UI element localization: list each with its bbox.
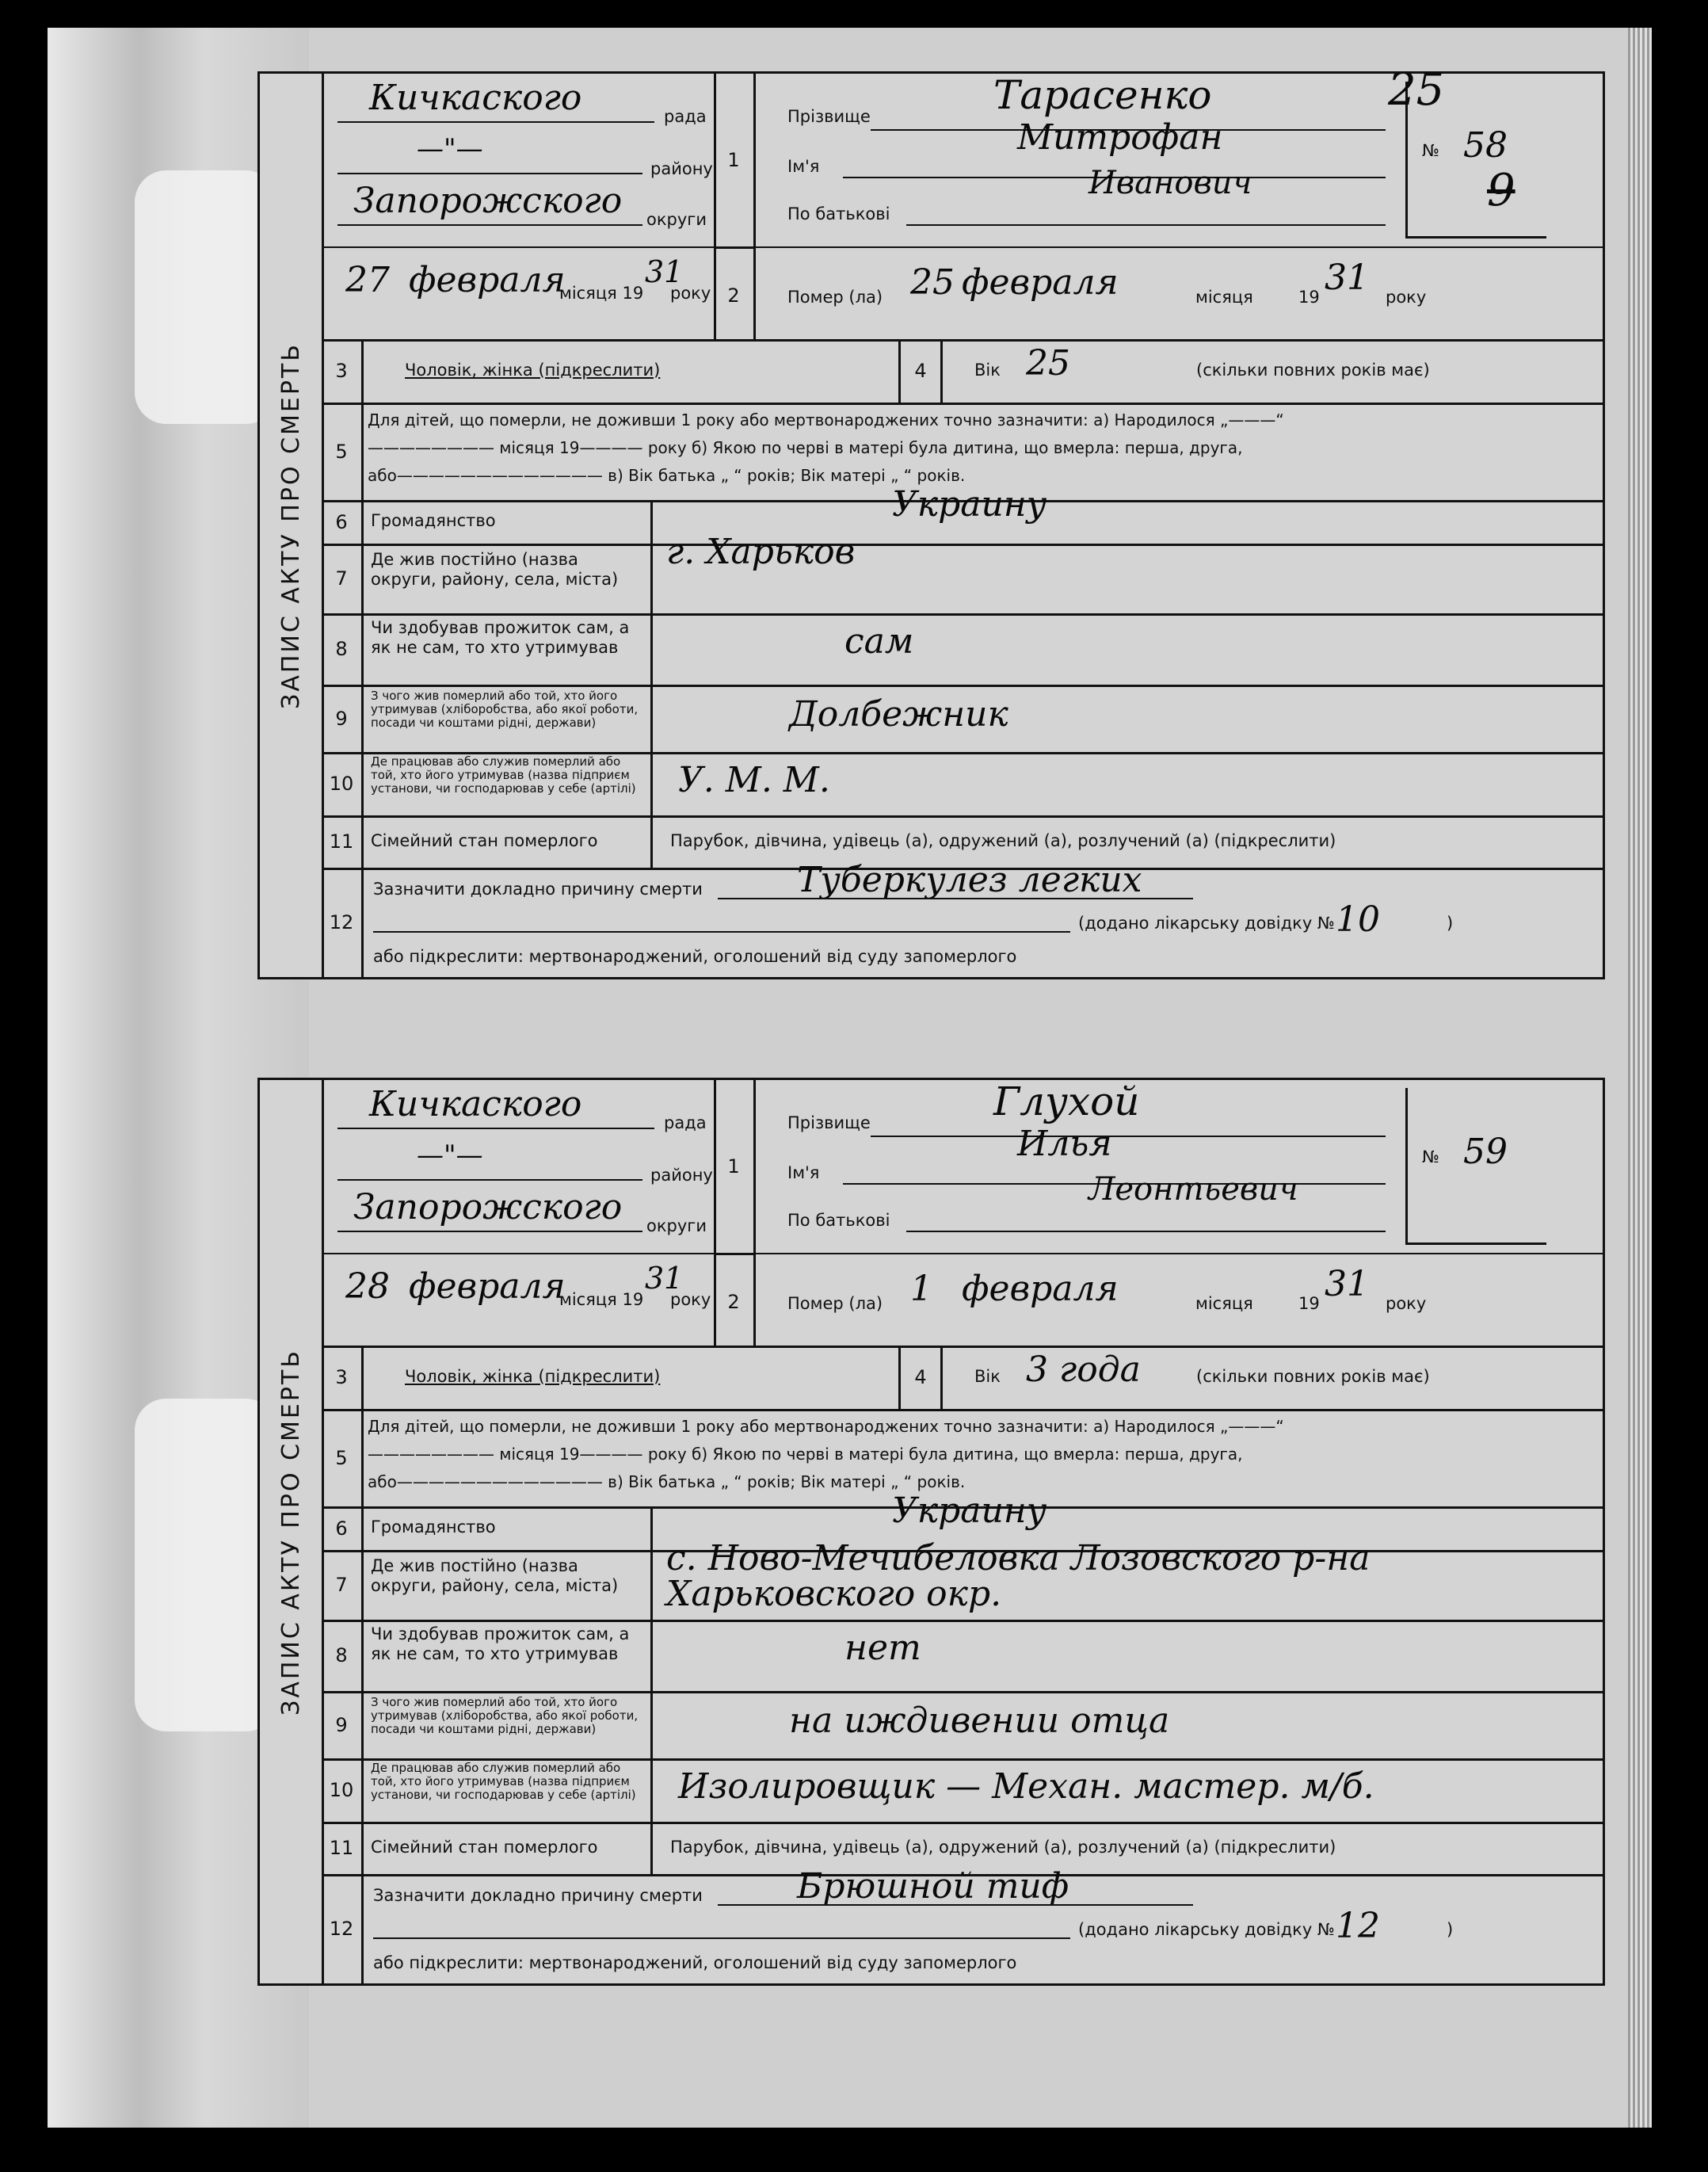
surname-value: Глухой bbox=[993, 1078, 1140, 1124]
support-value: сам bbox=[844, 621, 914, 662]
occupation-label: З чого жив померлий або той, хто його утримував (хліборобства, або якої роботи, посади чи коштами рідні, держави) bbox=[361, 1691, 653, 1758]
name-label: Ім'я bbox=[787, 1163, 820, 1182]
row-number: 11 bbox=[322, 815, 364, 868]
row-number: 5 bbox=[322, 1409, 364, 1506]
row-sex-age bbox=[322, 339, 1603, 405]
children-note-line: Для дітей, що померли, не доживши 1 року або мертвонароджених точно зазначити: а) Народилося „———“ bbox=[368, 410, 1284, 429]
support-label: Чи здобував прожиток сам, а як не сам, то хто утримував bbox=[361, 1620, 653, 1691]
stillborn-note: або підкреслити: мертвонароджений, оголошений від суду запомерлого bbox=[373, 947, 1017, 966]
reg-year-value: 31 bbox=[645, 1261, 684, 1296]
rayon-value: —"— bbox=[417, 1139, 483, 1171]
row-number: 11 bbox=[322, 1822, 364, 1874]
citizenship-value: Украину bbox=[892, 484, 1047, 525]
death-year-value: 31 bbox=[1325, 1264, 1369, 1304]
death-date-label: Помер (ла) bbox=[787, 288, 883, 307]
row-number: 3 bbox=[322, 1346, 364, 1409]
row-number: 5 bbox=[322, 403, 364, 500]
death-year-value: 31 bbox=[1325, 258, 1369, 298]
row-workplace bbox=[322, 1758, 1603, 1824]
paper-crease bbox=[135, 1399, 277, 1731]
record-number-crossed: 9 bbox=[1487, 165, 1515, 216]
rada-label: рада bbox=[664, 1113, 707, 1132]
surname-value: Тарасенко bbox=[993, 72, 1212, 118]
children-note-line: ———————— місяця 19———— року б) Якою по черві в матері була дитина, що вмерла: перша, друга, bbox=[368, 438, 1243, 457]
section-label: ЗАПИС АКТУ ПРО СМЕРТЬ bbox=[260, 1080, 324, 1983]
row-residence bbox=[322, 1538, 1603, 1622]
row-number: 7 bbox=[322, 1550, 364, 1620]
patronymic-label: По батькові bbox=[787, 1211, 890, 1230]
marital-label: Сімейний стан померлого bbox=[361, 815, 653, 868]
cause-label: Зазначити докладно причину смерти bbox=[373, 1886, 703, 1905]
death-year-label: року bbox=[1386, 1294, 1427, 1313]
age-value: 3 года bbox=[1026, 1349, 1141, 1390]
age-cell bbox=[943, 339, 1603, 403]
children-note-line: Для дітей, що померли, не доживши 1 року або мертвонароджених точно зазначити: а) Народилося „———“ bbox=[368, 1417, 1284, 1436]
record-number-value: 59 bbox=[1463, 1132, 1508, 1172]
certificate-value: 12 bbox=[1336, 1906, 1380, 1946]
row-support bbox=[322, 1620, 1603, 1693]
residence-value: г. Харьков bbox=[666, 532, 856, 572]
age-label: Вік bbox=[974, 361, 1001, 380]
row-number: 6 bbox=[322, 500, 364, 544]
name-label: Ім'я bbox=[787, 157, 820, 176]
reg-day-value: 27 bbox=[345, 260, 390, 300]
row-number: 4 bbox=[901, 339, 943, 403]
row-number: 10 bbox=[322, 1758, 364, 1822]
reg-month-label: місяця 19 bbox=[559, 1290, 644, 1309]
row-number: 2 bbox=[714, 1253, 756, 1348]
reg-year-value: 31 bbox=[645, 254, 684, 289]
age-hint: (скільки повних років має) bbox=[1196, 361, 1430, 380]
row-number: 8 bbox=[322, 1620, 364, 1691]
row-number: 12 bbox=[322, 868, 364, 977]
okrug-value: Запорожского bbox=[353, 181, 623, 221]
reg-month-value: февраля bbox=[409, 1266, 566, 1307]
age-value: 25 bbox=[1026, 343, 1070, 384]
age-label: Вік bbox=[974, 1367, 1001, 1386]
row-sex-age bbox=[322, 1346, 1603, 1411]
certificate-value: 10 bbox=[1336, 899, 1380, 940]
workplace-label: Де працював або служив померлий або той, хто його утримував (назва підприєм установи, чи господарював у себе (артілі) bbox=[361, 752, 653, 815]
certificate-close: ) bbox=[1447, 1920, 1454, 1939]
row-number: 3 bbox=[322, 339, 364, 403]
okrug-value: Запорожского bbox=[353, 1187, 623, 1227]
death-record-form bbox=[257, 1078, 1605, 1986]
certificate-label: (додано лікарську довідку № bbox=[1078, 914, 1335, 933]
rayon-label: району bbox=[650, 1166, 713, 1185]
row-occupation bbox=[322, 685, 1603, 754]
row-number: 1 bbox=[714, 74, 756, 246]
age-hint: (скільки повних років має) bbox=[1196, 1367, 1430, 1386]
occupation-label: З чого жив померлий або той, хто його утримував (хліборобства, або якої роботи, посади чи коштами рідні, держави) bbox=[361, 685, 653, 752]
patronymic-value: Леонтьевич bbox=[1088, 1171, 1298, 1208]
identity-block bbox=[322, 64, 1603, 342]
reg-day-value: 28 bbox=[345, 1266, 390, 1307]
rayon-value: —"— bbox=[417, 133, 483, 165]
rada-value: Кичкаского bbox=[369, 1084, 582, 1124]
section-label: ЗАПИС АКТУ ПРО СМЕРТЬ bbox=[260, 74, 324, 977]
support-value: нет bbox=[844, 1628, 921, 1668]
cause-label: Зазначити докладно причину смерти bbox=[373, 880, 703, 899]
children-note-line: або————————————— в) Вік батька „ “ років; Вік матері „ “ років. bbox=[368, 1472, 966, 1491]
death-record-form bbox=[257, 64, 1605, 979]
reg-year-label: року bbox=[670, 1290, 711, 1309]
record-number-box bbox=[1388, 64, 1546, 239]
sex-cell bbox=[361, 339, 901, 403]
name-value: Илья bbox=[1017, 1124, 1112, 1164]
patronymic-label: По батькові bbox=[787, 204, 890, 223]
death-year-label: року bbox=[1386, 288, 1427, 307]
row-occupation bbox=[322, 1691, 1603, 1761]
record-number-value: 58 bbox=[1463, 125, 1508, 166]
cause-value: Брюшной тиф bbox=[797, 1866, 1069, 1907]
death-month-value: февраля bbox=[962, 262, 1119, 303]
death-month-value: февраля bbox=[962, 1269, 1119, 1309]
name-value: Митрофан bbox=[1017, 117, 1223, 158]
workplace-label: Де працював або служив померлий або той, хто його утримував (назва підприєм установи, чи господарював у себе (артілі) bbox=[361, 1758, 653, 1822]
workplace-value: У. М. М. bbox=[678, 760, 830, 800]
surname-label: Прізвище bbox=[787, 1113, 871, 1132]
okrug-label: округи bbox=[646, 1216, 707, 1235]
sex-cell bbox=[361, 1346, 901, 1409]
death-month-label: місяця bbox=[1195, 288, 1253, 307]
occupation-value: Долбежник bbox=[789, 694, 1008, 735]
certificate-close: ) bbox=[1447, 914, 1454, 933]
marital-label: Сімейний стан померлого bbox=[361, 1822, 653, 1874]
row-support bbox=[322, 613, 1603, 687]
cause-value: Туберкулез легких bbox=[797, 860, 1142, 900]
row-number: 6 bbox=[322, 1506, 364, 1550]
reg-month-value: февраля bbox=[409, 260, 566, 300]
reg-year-label: року bbox=[670, 284, 711, 303]
residence-label: Де жив постійно (назва округи, району, села, міста) bbox=[361, 1550, 653, 1620]
children-note-line: або————————————— в) Вік батька „ “ років; Вік матері „ “ років. bbox=[368, 466, 966, 485]
identity-block bbox=[322, 1080, 1603, 1348]
residence-label: Де жив постійно (назва округи, району, села, міста) bbox=[361, 544, 653, 613]
row-number: 9 bbox=[322, 685, 364, 752]
row-citizenship bbox=[322, 484, 1603, 546]
death-day-value: 25 bbox=[910, 262, 955, 303]
sex-label: Чоловік, жінка (підкреслити) bbox=[405, 361, 661, 380]
row-residence bbox=[322, 532, 1603, 616]
reg-month-label: місяця 19 bbox=[559, 284, 644, 303]
citizenship-label: Громадянство bbox=[361, 500, 653, 544]
row-workplace bbox=[322, 752, 1603, 818]
residence-value: с. Ново-Мечибеловка Лозовского р-на bbox=[666, 1538, 1371, 1578]
sex-label: Чоловік, жінка (підкреслити) bbox=[405, 1367, 661, 1386]
citizenship-label: Громадянство bbox=[361, 1506, 653, 1550]
row-number: 9 bbox=[322, 1691, 364, 1758]
certificate-label: (додано лікарську довідку № bbox=[1078, 1920, 1335, 1939]
row-cause bbox=[322, 1866, 1603, 1983]
record-number-corrected: 25 bbox=[1388, 64, 1445, 116]
death-date-label: Помер (ла) bbox=[787, 1294, 883, 1313]
workplace-value: Изолировщик — Механ. мастер. м/б. bbox=[678, 1766, 1374, 1807]
surname-label: Прізвище bbox=[787, 107, 871, 126]
age-cell bbox=[943, 1346, 1603, 1409]
row-number: 8 bbox=[322, 613, 364, 685]
death-month-label: місяця bbox=[1195, 1294, 1253, 1313]
okrug-label: округи bbox=[646, 210, 707, 229]
person-cell bbox=[756, 1080, 1603, 1346]
row-number: 1 bbox=[714, 1080, 756, 1253]
death-year-prefix: 19 bbox=[1298, 288, 1320, 307]
page-stack-edge bbox=[1628, 28, 1652, 2128]
location-cell bbox=[322, 74, 716, 339]
death-year-prefix: 19 bbox=[1298, 1294, 1320, 1313]
row-number: 4 bbox=[901, 1346, 943, 1409]
record-number-box bbox=[1405, 1088, 1546, 1245]
row-number: 2 bbox=[714, 246, 756, 342]
patronymic-value: Иванович bbox=[1088, 165, 1252, 201]
residence-value-2: Харьковского окр. bbox=[666, 1574, 1002, 1614]
rada-label: рада bbox=[664, 107, 707, 126]
support-label: Чи здобував прожиток сам, а як не сам, то хто утримував bbox=[361, 613, 653, 685]
row-cause bbox=[322, 860, 1603, 977]
paper-crease bbox=[135, 170, 277, 424]
occupation-value: на иждивении отца bbox=[789, 1701, 1170, 1741]
row-number: 7 bbox=[322, 544, 364, 613]
rada-value: Кичкаского bbox=[369, 78, 582, 118]
number-label: № bbox=[1422, 141, 1439, 160]
row-number: 12 bbox=[322, 1874, 364, 1983]
person-cell bbox=[756, 64, 1603, 339]
children-note-line: ———————— місяця 19———— року б) Якою по черві в матері була дитина, що вмерла: перша, друга, bbox=[368, 1445, 1243, 1464]
row-number: 10 bbox=[322, 752, 364, 815]
death-day-value: 1 bbox=[910, 1269, 932, 1309]
number-label: № bbox=[1422, 1147, 1439, 1166]
location-cell bbox=[322, 1080, 716, 1346]
rayon-label: району bbox=[650, 159, 713, 178]
stillborn-note: або підкреслити: мертвонароджений, оголошений від суду запомерлого bbox=[373, 1953, 1017, 1972]
marital-options: Парубок, дівчина, удівець (а), одружений (а), розлучений (а) (підкреслити) bbox=[670, 831, 1336, 850]
marital-options: Парубок, дівчина, удівець (а), одружений (а), розлучений (а) (підкреслити) bbox=[670, 1838, 1336, 1857]
citizenship-value: Украину bbox=[892, 1491, 1047, 1531]
